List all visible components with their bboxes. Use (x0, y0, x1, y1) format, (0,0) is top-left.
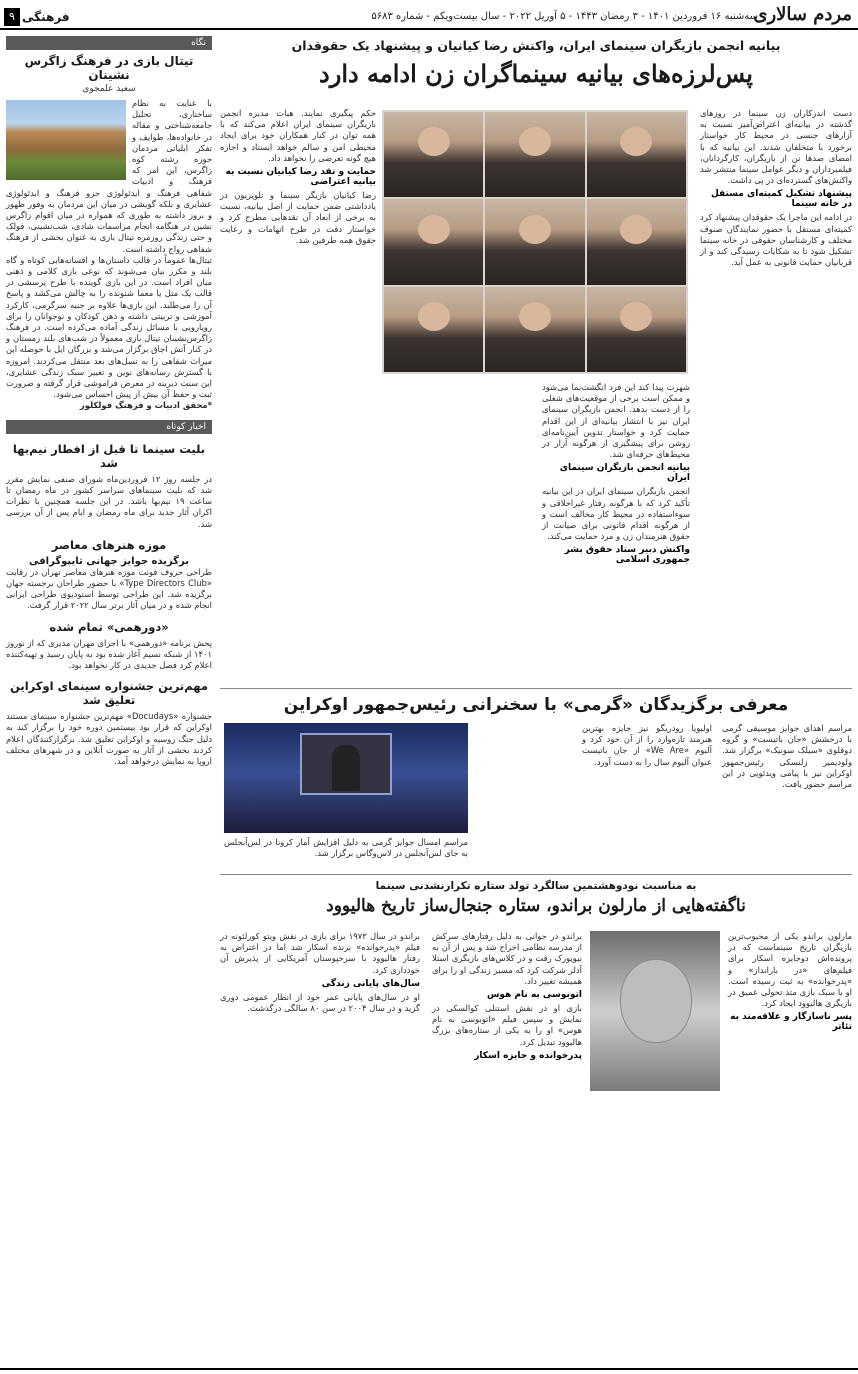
portrait-photo (384, 112, 483, 197)
grammy-ceremony-photo (224, 723, 468, 833)
newspaper-logo: مردم سالاری (753, 4, 852, 25)
sidebar-title: تیتال بازی در فرهنگ زاگرس نشینان (24, 54, 194, 82)
sidebar-intro: با عنایت به نظام ساختاری، تحلیل جامعه‌شناختی و مقاله در خانواده‌ها، طوایف و تفکر ایلیاتی مردمان حوزه رشته کوه زاگرس، این امر که فرهنگ و ادبیات شفاهی فرهنگ و ایدئولوژی جزو فرهنگ و ایدئولوژی عشایری و بلکه گویشی در میان این مردمان به وفور ظهور و بروز داشته به طوری که همواره در میان اقوام زاگرس نشین در هنگامه انجام مراسمات شادی، شب‌نشینی، فولک و حتی زندگی روزمره تیتال بازی به عنوان بخشی از فرهنگ شفاهی رواج داشته است. (6, 98, 212, 254)
short-news-body: در جلسه روز ۱۲ فروردین‌ماه شورای صنفی نمایش مقرر شد که بلیت سینماهای سراسر کشور در ماه رمضان تا ساعت ۱۹ نیم‌بها باشد. در این جلسه همچنین با نظرات اکران آثار جدید برای ماه رمضان و ایام پس از آن بررسی شد. (6, 473, 212, 529)
page-number: ۹ (4, 8, 20, 26)
article-kicker: به مناسبت نودوهشتمین سالگرد تولد ستاره تکرارنشدنی سینما (375, 880, 697, 892)
sidebar-body: تیتال‌ها عموماً در قالب داستان‌ها و افسانه‌هایی کوتاه و گاه بلند و مکرر بیان می‌شوند که نوعی بازی کلامی و ذهنی میان افراد است. در این بازی گوینده با طرح پرسشی در قالب یک متل یا معما شنونده را به چالش می‌کشد و پاسخ آن را می‌طلبد. این بازی‌ها علاوه بر جنبه سرگرمی، کارکرد آموزشی و تربیتی داشته و ذهن کودکان و نوجوانان را برای رویارویی با مسائل زندگی آماده می‌کرده است. در فرهنگ زاگرس‌نشینان تیتال بازی معمولاً در شب‌های بلند زمستان و در کنار آتش اجاق برگزار می‌شد و بزرگان ایل با حوصله این میراث شفاهی را به نسل‌های بعد منتقل می‌کردند. امروزه با گسترش رسانه‌های نوین و تغییر سبک زندگی عشایری، این سنت دیرینه در معرض فراموشی قرار گرفته و ضرورت ثبت و حفظ آن بیش از پیش احساس می‌شود. (6, 254, 212, 400)
article-grammy (220, 688, 852, 874)
article-paragraph: مارلون براندو یکی از محبوب‌ترین بازیگران تاریخ سینماست که در پرونده‌اش دوجایزه اسکار برای فیلم‌های «در بارانداز» و «پدرخوانده» به ثبت رسیده است. او با سبک بازی متد تحولی عمیق در بازیگری هالیوود ایجاد کرد. (728, 931, 852, 1009)
article-subhead: حمایت و نقد رضا کیانیان نسبت به بیانیه اعتراضی (225, 167, 376, 188)
portrait-photo (587, 199, 686, 284)
article-column (728, 931, 852, 1035)
article-column (220, 931, 420, 1014)
article-paragraph: در ادامه این ماجرا یک حقوقدان پیشنهاد کرد کمیته‌ای مستقل با حضور نمایندگان صنوف مختلف و کارشناسان حقوقی در خانه سینما تشکیل شود تا به شکایات رسیدگی کند و از قربانیان حمایت قانونی به عمل آید. (700, 212, 852, 268)
article-paragraph: حکم پیگیری نمایند. هیات مدیره انجمن بازیگران سینمای ایران اعلام می‌کند که با همه توان در کنار همکاران خود برای ایجاد محیطی امن و سالم خواهد ایستاد و اجازه هیچ گونه تعرضی را نخواهد داد. (220, 108, 376, 163)
article-column (432, 931, 582, 1064)
portrait-photo (485, 287, 584, 372)
zagros-mountain-photo (6, 100, 126, 180)
article-paragraph: براندو در جوانی به دلیل رفتارهای سرکش از مدرسه نظامی اخراج شد و پس از آن به نیویورک رفت و در کلاس‌های بازیگری استلا آدلر شرکت کرد که مسیر زندگی او را برای همیشه تغییر داد. (432, 931, 582, 986)
marlon-brando-photo (590, 931, 720, 1091)
portrait-photo (485, 112, 584, 197)
portrait-photo (485, 199, 584, 284)
article-paragraph: دست اندرکاران زن سینما در روزهای گذشته در بیانیه‌ای اعتراض‌آمیز نسبت به آزارهای جنسی در محیط کار خواستار برخورد با متخلفان شدند. این بیانیه که با امضای صدها تن از بازیگران، کارگردانان، فیلمبرداران و دیگر عوامل سینما منتشر شد واکنش‌های گسترده‌ای در پی داشت. (700, 108, 852, 186)
article-paragraph: براندو در سال ۱۹۷۳ برای بازی در نقش ویتو کورلئونه در فیلم «پدرخوانده» برنده اسکار شد اما در اعتراض به رفتار هالیوود با سرخپوستان آمریکایی از پذیرش آن خودداری کرد. (220, 931, 421, 975)
article-paragraph: او در سال‌های پایانی عمر خود از انظار عمومی دوری گزید و در سال ۲۰۰۴ در سن ۸۰ سالگی درگذشت. (220, 991, 420, 1014)
section-label: فرهنگی (22, 10, 70, 24)
article-kicker: بیانیه انجمن بازیگران سینمای ایران، واکنش رضا کیانیان و پیشنهاد یک حقوقدان (291, 38, 781, 53)
short-news-title: «دورهمی» تمام شده (49, 619, 169, 634)
main-content (220, 36, 852, 1061)
article-column (582, 723, 712, 768)
portrait-photo (384, 199, 483, 284)
article-column (722, 723, 852, 790)
article-headline: ناگفته‌هایی از مارلون براندو، ستاره جنجال‌ساز تاریخ هالیوود (326, 896, 746, 916)
article-paragraph: اولیویا رودریگو نیز جایزه بهترین هنرمند تازه‌وارد را از آن خود کرد و آلبوم «We Are» از جان باتیست عنوان آلبوم سال را به دست آورد. (582, 723, 712, 767)
article-paragraph: مراسم امسال جوایز گرمی به دلیل افزایش آمار کرونا در لس‌آنجلس به جای لس‌آنجلس در لاس‌وگاس برگزار شد. (224, 837, 468, 859)
article-subhead: بیانیه انجمن بازیگران سینمای ایران (559, 463, 690, 484)
article-paragraph: شهرت پیدا کند این فرد انگشت‌نما می‌شود و ممکن است برخی از موقعیت‌های شغلی را از دست بدهد. انجمن بازیگران سینمای ایران نیز با انتشار بیانیه‌ای از این اقدام حمایت کرد و خواستار تدوین آیین‌نامه‌ای روشن برای پیشگیری از هرگونه آزار در محیط‌های حرفه‌ای شد. (542, 382, 690, 460)
short-news-title: بلیت سینما تا قبل از افطار نیم‌بها شد (12, 441, 206, 470)
masthead (0, 4, 858, 30)
article-column (220, 108, 376, 246)
article-headline: پس‌لرزه‌های بیانیه سینماگران زن ادامه دارد (319, 59, 753, 88)
short-news-body: جشنواره «Docudays» مهم‌ترین جشنواره سینمای مستند اوکراین که قرار بود بیستمین دوره خود را برگزار کند به دلیل جنگ روسیه و اوکراین تعلیق شد. برگزارکنندگان اعلام کردند بخشی از آثار به صورت آنلاین و در شهرهای مختلف اروپا به نمایش درخواهد آمد. (6, 711, 212, 766)
article-paragraph: رضا کیانیان بازیگر سینما و تلویزیون در یادداشتی ضمن حمایت از اصل بیانیه، نسبت به برخی از ابعاد آن نقدهایی مطرح کرد و خواستار دقت در طرح اتهامات و رعایت حقوق همه طرفین شد. (220, 190, 376, 245)
short-news-body: طراحی حروف فونت موزه هنرهای معاصر تهران در رقابت «Type Directors Club» با حضور طراحان برجسته جهان برگزیده شد. این طراحی توسط استودیوی طراحی ایرانی انجام شده و در میان آثار برتر سال ۲۰۲۲ قرار گرفت. (6, 566, 212, 611)
article-subhead: پسر ناسازگار و علاقه‌مند به تئاتر (730, 1012, 852, 1033)
article-column (700, 108, 852, 268)
article-subhead: پیشنهاد تشکیل کمیته‌ای مستقل در خانه سینما (710, 189, 852, 210)
article-subhead: اتوبوسی به نام هوس (487, 990, 582, 1001)
article-column (542, 382, 690, 568)
short-news-title: موزه هنرهای معاصر (51, 537, 167, 552)
sidebar-column (6, 36, 212, 1368)
article-subhead: سال‌های پایانی زندگی (321, 978, 420, 989)
short-news-section (6, 420, 212, 767)
article-subhead: پدرخوانده و جایزه اسکار (474, 1050, 582, 1061)
article-column (224, 837, 468, 859)
actresses-photo-collage (382, 110, 688, 374)
article-cinema-women (220, 108, 852, 688)
short-news-subtitle: برگزیده جوایز جهانی تایپوگرافی (29, 555, 189, 567)
sidebar-source: *محقق ادبیات و فرهنگ فولکلور (79, 400, 212, 411)
sidebar-byline: سعید علمجوی (82, 84, 136, 94)
article-headline: معرفی برگزیدگان «گرمی» با سخنرانی رئیس‌جمهور اوکراین (283, 695, 789, 715)
article-marlon-brando (220, 874, 852, 1374)
article-paragraph: بازی او در نقش استنلی کوالسکی در نمایش و سپس فیلم «اتوبوسی به نام هوس» او را به یکی از ستاره‌های بزرگ هالیوود تبدیل کرد. (432, 1003, 582, 1047)
bottom-rule (0, 1368, 858, 1370)
dateline: سه‌شنبه ۱۶ فروردین ۱۴۰۱ - ۳ رمضان ۱۴۴۳ - ۵ آوریل ۲۰۲۲ - سال بیست‌ویکم - شماره ۵۶۸۳ (371, 11, 758, 22)
portrait-photo (587, 112, 686, 197)
short-news-tag: اخبار کوتاه (6, 420, 212, 434)
short-news-title: مهم‌ترین جشنواره سینمای اوکراین تعلیق شد (10, 679, 208, 708)
portrait-photo (384, 287, 483, 372)
article-subhead: واکنش دبیر ستاد حقوق بشر جمهوری اسلامی (564, 545, 690, 566)
article-paragraph: انجمن بازیگران سینمای ایران در این بیانیه تأکید کرد که با هرگونه رفتار غیراخلاقی و سوءاستفاده در محیط کار مخالف است و از هرگونه اقدام قانونی برای صیانت از حقوق هنرمندان زن و مرد حمایت می‌کند. (542, 486, 690, 542)
speaker-figure (332, 745, 360, 791)
portrait-photo (587, 287, 686, 372)
sidebar-tag: نگاه (6, 36, 212, 50)
short-news-body: پخش برنامه «دورهمی» با اجرای مهران مدیری که از نوروز ۱۴۰۱ از شبکه نسیم آغاز شده بود به پایان رسید و تهیه‌کننده اعلام کرد فصل جدیدی در کار نخواهد بود. (6, 637, 212, 670)
article-paragraph: مراسم اهدای جوایز موسیقی گرمی با درخشش «جان باتیست» و گروه دوقلوی «سیلک سونیک» برگزار شد. ولودیمیر زلنسکی رئیس‌جمهور اوکراین نیز با پیامی ویدئویی در این مراسم حضور یافت. (722, 723, 852, 790)
